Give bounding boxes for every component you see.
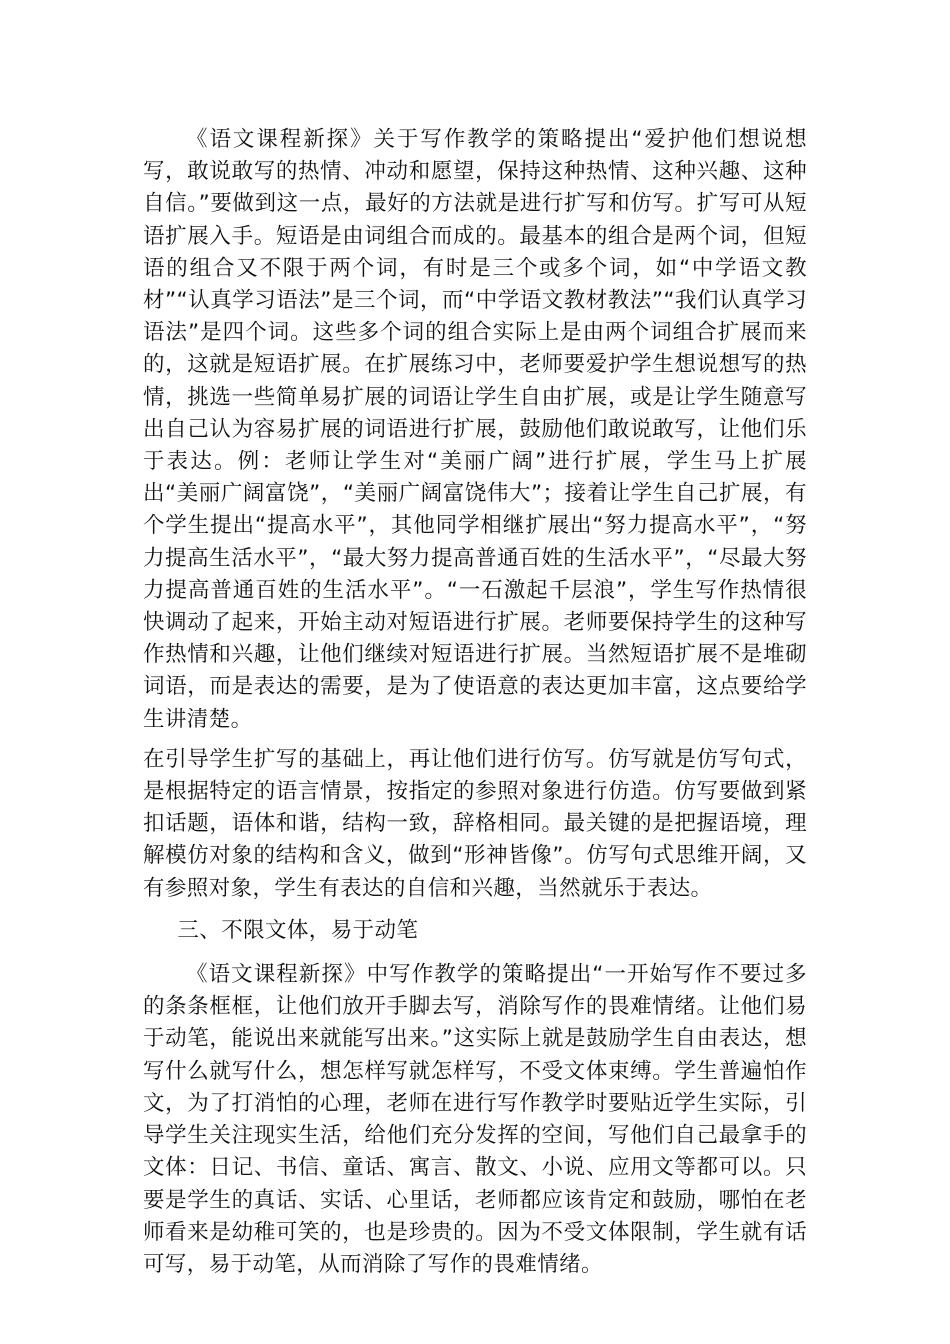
paragraph-imitation-writing: 在引导学生扩写的基础上，再让他们进行仿写。仿写就是仿写句式，是根据特定的语言情景，按指定的参照对象进行仿造。仿写要做到紧扣话题，语体和谐，结构一致，辞格相同。最关键的是把握语境，理解模仿对象的结构和含义，做到“形神皆像”。仿写句式思维开阔，又有参照对象，学生有表达的自信和兴趣，当然就乐于表达。: [143, 746, 807, 901]
paragraph-free-style: 《语文课程新探》中写作教学的策略提出“一开始写作不要过多的条条框框，让他们放开手脚去写，消除写作的畏难情绪。让他们易于动笔，能说出来就能写出来。”这实际上就是鼓励学生自由表达，想写什么就写什么，想怎样写就怎样写，不受文体束缚。学生普遍怕作文，为了打消怕的心理，老师在进行写作教学时要贴近学生实际，引导学生关注现实生活，给他们充分发挥的空间，写他们自己最拿手的文体：日记、书信、童话、寓言、散文、小说、应用文等都可以。只要是学生的真话、实话、心里话，老师都应该肯定和鼓励，哪怕在老师看来是幼稚可笑的，也是珍贵的。因为不受文体限制，学生就有话可写，易于动笔，从而消除了写作的畏难情绪。: [143, 962, 807, 1277]
section-heading: 三、不限文体，易于动笔: [177, 917, 419, 943]
document-page: [143, 124, 807, 1281]
paragraph-expansion-writing: 《语文课程新探》关于写作教学的策略提出“爱护他们想说想写，敢说敢写的热情、冲动和愿望，保持这种热情、这种兴趣、这种自信。”要做到这一点，最好的方法就是进行扩写和仿写。扩写可从短语扩展入手。短语是由词组合而成的。最基本的组合是两个词，但短语的组合又不限于两个词，有时是三个或多个词，如“中学语文教材”“认真学习语法”是三个词，而“中学语文教材教法”“我们认真学习语法”是四个词。这些多个词的组合实际上是由两个词组合扩展而来的，这就是短语扩展。在扩展练习中，老师要爱护学生想说想写的热情，挑选一些简单易扩展的词语让学生自由扩展，或是让学生随意写出自己认为容易扩展的词语进行扩展，鼓励他们敢说敢写，让他们乐于表达。例：老师让学生对“美丽广阔”进行扩展，学生马上扩展出“美丽广阔富饶”，“美丽广阔富饶伟大”；接着让学生自己扩展，有个学生提出“提高水平”，其他同学相继扩展出“努力提高水平”，“努力提高生活水平”，“最大努力提高普通百姓的生活水平”，“尽最大努力提高普通百姓的生活水平”。“一石激起千层浪”，学生写作热情很快调动了起来，开始主动对短语进行扩展。老师要保持学生的这种写作热情和兴趣，让他们继续对短语进行扩展。当然短语扩展不是堆砌词语，而是表达的需要，是为了使语意的表达更加丰富，这点要给学生讲清楚。: [143, 127, 807, 732]
